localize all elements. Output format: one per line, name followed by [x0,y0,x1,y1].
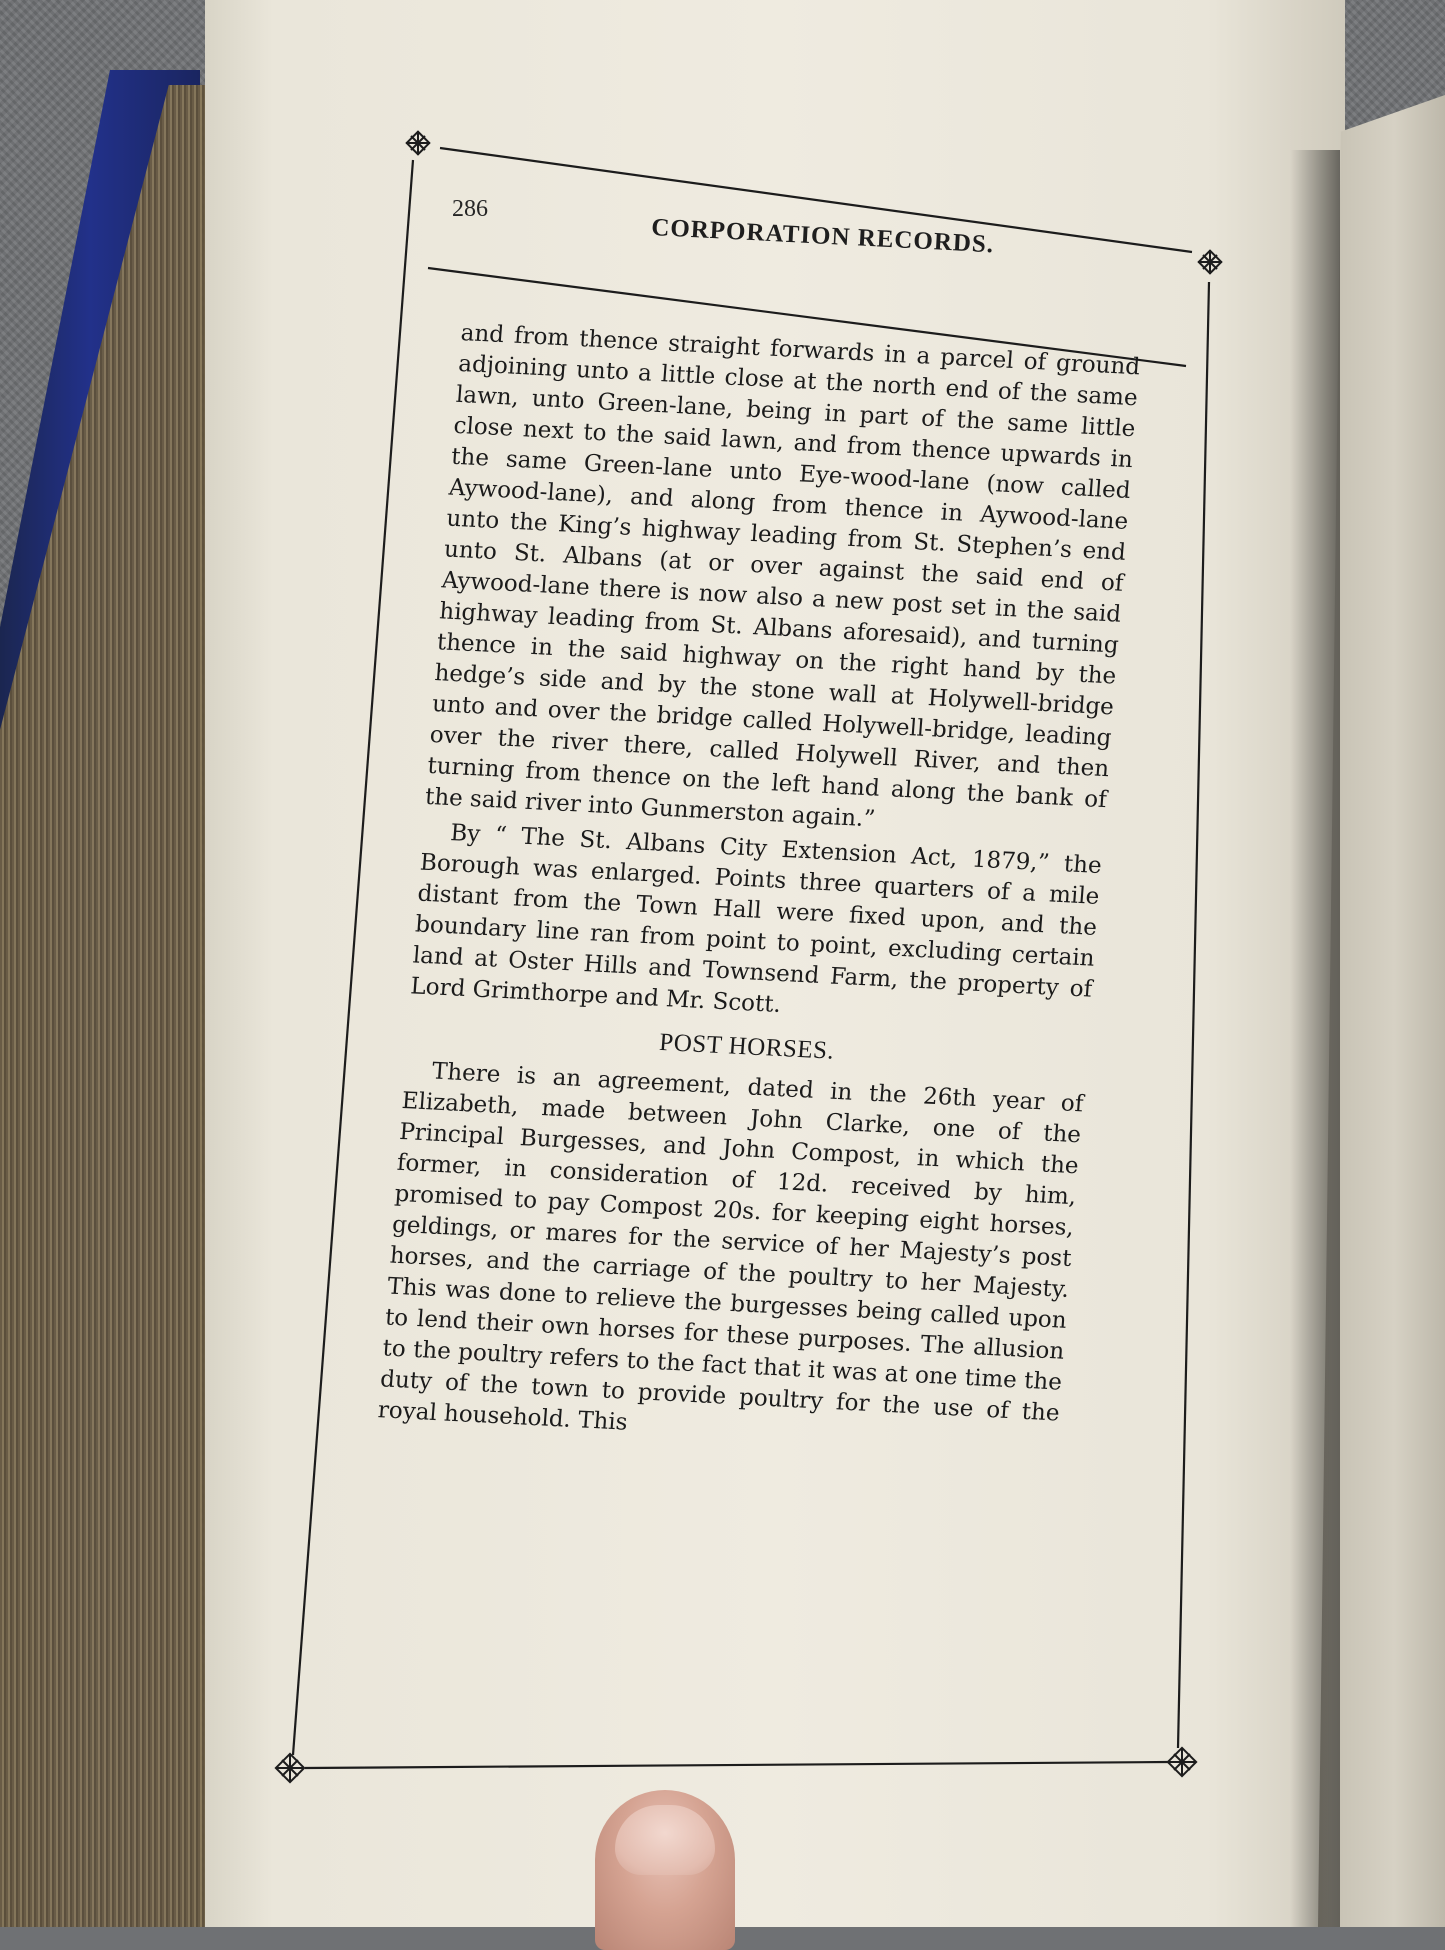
running-head: CORPORATION RECORDS. [650,214,995,259]
thumbnail [615,1805,715,1875]
paragraph: By “ The St. Albans City Extension Act, 1879,” the Borough was enlarged. Points three quarters of a mile distant from the Town Hall were fixed upon, and the boundary line ran from point to point, excluding certain land at Oster Hills and Townsend Farm, the property of Lord Grimthorpe and Mr. Scott. [409,820,1103,1018]
body-text [377,318,1141,1461]
frame-left-rule [293,160,413,1755]
paragraph: and from thence straight forwards in a parcel of ground adjoining unto a little close at the north end of the same lawn, unto Green-lane, being in part of the same little close next to the said lawn, and from thence upwards in the same Green-lane unto Eye-wood-lane (now called Aywood-lane), and along from thence in Aywood-lane unto the King’s highway leading from St. Stephen’s end unto St. Albans (at or over against the said end of Aywood-lane there is now also a new post set in the said highway leading from St. Albans aforesaid), and turning thence in the said highway on the right hand by the hedge’s side and by the stone wall at Holywell-bridge unto and over the bridge called Holywell-bridge, leading over the river there, called Holywell River, and then turning from thence on the left hand along the bank of the said river into Gunmerston again.” [424,319,1141,833]
section-heading: POST HORSES. [658,1028,836,1065]
page-number: 286 [452,196,488,222]
frame-right-rule [1178,282,1209,1748]
frame-bottom-rule [305,1762,1168,1768]
paragraph: There is an agreement, dated in the 26th year of Elizabeth, made between John Clarke, one of the Principal Burgesses, and John Compost, in which the former, in consideration of 12d. received by him, promised to pay Compost 20s. for keeping eight horses, geldings, or mares for the service of her Majesty’s post horses, and the carriage of the poultry to her Majesty. This was done to relieve the burgesses being called upon to lend their own horses for these purposes. The allusion to the poultry refers to the fact that it was at one time the duty of the town to provide poultry for the use of the royal household. This [376,1058,1085,1436]
